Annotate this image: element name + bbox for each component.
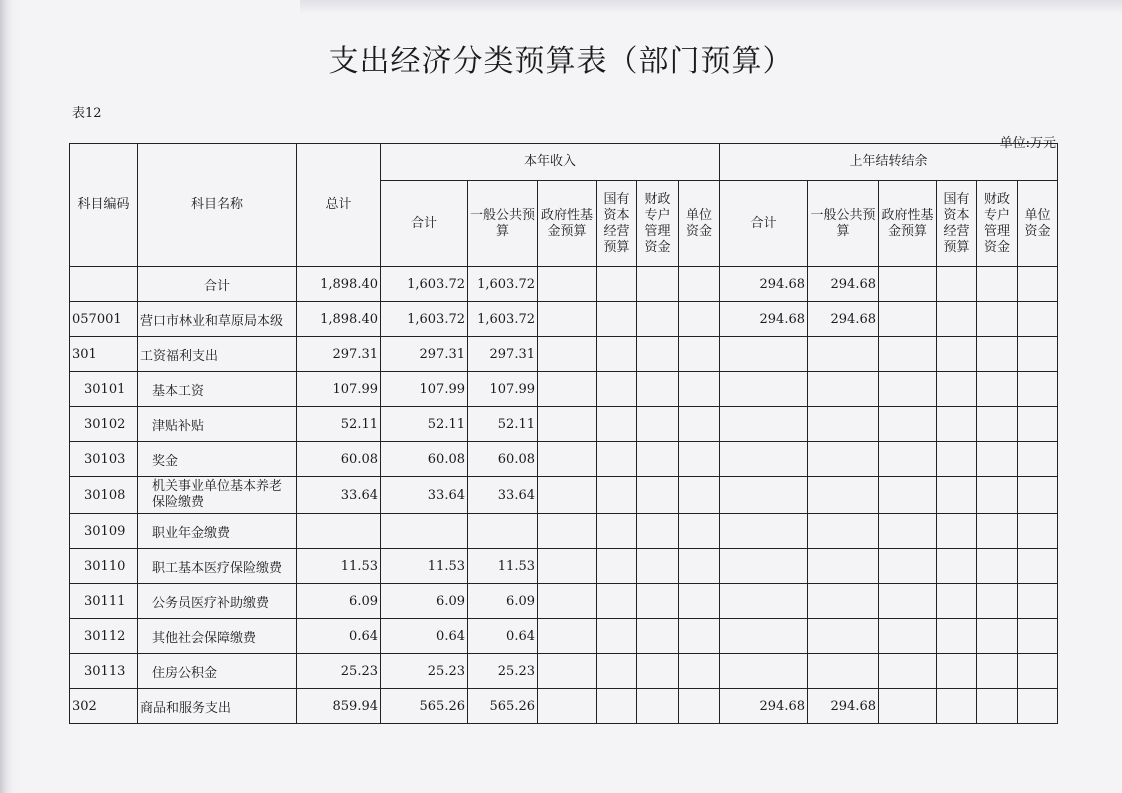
cell-cy-general: 11.53 [468,549,538,584]
cell-empty [637,619,679,654]
cell-empty [937,584,977,619]
cell-empty [1018,267,1058,302]
cell-py-sum [720,337,808,372]
cell-empty [679,584,720,619]
cell-empty [937,302,977,337]
cell-empty [977,302,1018,337]
cell-total: 0.64 [297,619,381,654]
cell-empty [1018,654,1058,689]
cell-empty [538,267,597,302]
cell-empty [538,337,597,372]
cell-empty [597,549,637,584]
cell-empty [637,267,679,302]
cell-empty [879,619,937,654]
cell-empty [597,654,637,689]
cell-code: 30111 [70,584,138,619]
cell-cy-general: 52.11 [468,407,538,442]
cell-empty [637,654,679,689]
cell-py-general [808,442,879,477]
header-current-year: 本年收入 [381,144,720,181]
cell-empty [1018,337,1058,372]
cell-empty [538,549,597,584]
cell-empty [637,584,679,619]
cell-cy-sum: 565.26 [381,689,468,724]
cell-empty [637,477,679,514]
table-row [70,302,1058,337]
cell-cy-sum: 60.08 [381,442,468,477]
cell-name: 机关事业单位基本养老保险缴费 [138,477,297,514]
header-py-fiscal-special: 财政专户管理资金 [977,181,1018,267]
table-row [70,689,1058,724]
cell-py-sum: 294.68 [720,302,808,337]
cell-empty [597,442,637,477]
cell-empty [937,514,977,549]
cell-code: 30112 [70,619,138,654]
cell-total: 859.94 [297,689,381,724]
cell-cy-general: 25.23 [468,654,538,689]
header-cy-fiscal-special: 财政专户管理资金 [637,181,679,267]
cell-empty [679,407,720,442]
cell-total: 6.09 [297,584,381,619]
cell-empty [679,549,720,584]
cell-cy-sum: 297.31 [381,337,468,372]
cell-cy-general: 33.64 [468,477,538,514]
header-py-sum: 合计 [720,181,808,267]
cell-empty [679,442,720,477]
header-cy-state-capital: 国有资本经营预算 [597,181,637,267]
cell-empty [597,337,637,372]
cell-empty [879,442,937,477]
cell-py-sum: 294.68 [720,689,808,724]
cell-cy-general [468,514,538,549]
cell-empty [1018,689,1058,724]
page-binding-edge [0,0,20,793]
cell-cy-general: 297.31 [468,337,538,372]
table-row [70,372,1058,407]
cell-empty [977,442,1018,477]
cell-empty [597,584,637,619]
cell-empty [538,514,597,549]
cell-empty [538,477,597,514]
cell-name: 津贴补贴 [138,407,297,442]
cell-total: 297.31 [297,337,381,372]
header-py-gov-fund: 政府性基金预算 [879,181,937,267]
cell-cy-general: 6.09 [468,584,538,619]
cell-empty [879,477,937,514]
budget-table [69,143,1058,724]
cell-code: 30103 [70,442,138,477]
cell-empty [879,267,937,302]
cell-empty [977,654,1018,689]
cell-total: 1,898.40 [297,267,381,302]
cell-empty [977,407,1018,442]
cell-empty [977,584,1018,619]
cell-empty [937,689,977,724]
cell-py-general [808,337,879,372]
cell-cy-general: 1,603.72 [468,302,538,337]
cell-empty [879,689,937,724]
table-row [70,584,1058,619]
cell-py-sum [720,549,808,584]
cell-empty [977,514,1018,549]
cell-empty [597,372,637,407]
cell-empty [538,372,597,407]
cell-name: 其他社会保障缴费 [138,619,297,654]
cell-empty [1018,549,1058,584]
header-py-state-capital: 国有资本经营预算 [937,181,977,267]
cell-name: 基本工资 [138,372,297,407]
cell-code [70,267,138,302]
cell-cy-sum: 107.99 [381,372,468,407]
cell-empty [597,302,637,337]
header-cy-gov-fund: 政府性基金预算 [538,181,597,267]
cell-empty [1018,407,1058,442]
cell-code: 30113 [70,654,138,689]
cell-empty [637,372,679,407]
scan-shadow [300,0,1122,14]
cell-py-sum: 294.68 [720,267,808,302]
cell-total: 33.64 [297,477,381,514]
cell-code: 30102 [70,407,138,442]
cell-empty [879,372,937,407]
cell-cy-sum: 33.64 [381,477,468,514]
table-row [70,337,1058,372]
cell-cy-sum: 11.53 [381,549,468,584]
cell-py-sum [720,372,808,407]
cell-empty [679,619,720,654]
cell-py-general [808,372,879,407]
cell-empty [977,619,1018,654]
header-py-unit-funds: 单位资金 [1018,181,1058,267]
cell-cy-general: 107.99 [468,372,538,407]
cell-cy-sum: 52.11 [381,407,468,442]
cell-total: 107.99 [297,372,381,407]
cell-empty [597,514,637,549]
cell-py-sum [720,407,808,442]
cell-empty [637,337,679,372]
header-code: 科目编码 [70,144,138,267]
cell-empty [597,477,637,514]
cell-cy-sum: 6.09 [381,584,468,619]
cell-total: 25.23 [297,654,381,689]
cell-empty [977,372,1018,407]
cell-empty [538,407,597,442]
cell-name: 公务员医疗补助缴费 [138,584,297,619]
cell-empty [937,654,977,689]
cell-cy-general: 0.64 [468,619,538,654]
cell-py-general: 294.68 [808,267,879,302]
table-row [70,549,1058,584]
cell-empty [1018,514,1058,549]
cell-cy-sum: 25.23 [381,654,468,689]
cell-empty [879,302,937,337]
cell-empty [937,619,977,654]
cell-code: 30101 [70,372,138,407]
cell-empty [597,689,637,724]
cell-py-general [808,514,879,549]
table-row [70,619,1058,654]
table-row [70,442,1058,477]
cell-py-general [808,477,879,514]
cell-cy-sum: 1,603.72 [381,267,468,302]
cell-cy-sum [381,514,468,549]
cell-py-sum [720,654,808,689]
header-cy-sum: 合计 [381,181,468,267]
cell-empty [538,302,597,337]
cell-empty [597,267,637,302]
cell-empty [937,549,977,584]
cell-empty [977,689,1018,724]
cell-empty [679,514,720,549]
cell-name: 奖金 [138,442,297,477]
cell-py-sum [720,619,808,654]
cell-code: 301 [70,337,138,372]
cell-py-general: 294.68 [808,302,879,337]
unit-label: 单位:万元 [999,136,1056,151]
header-cy-unit-funds: 单位资金 [679,181,720,267]
cell-total: 60.08 [297,442,381,477]
cell-empty [879,549,937,584]
cell-name: 住房公积金 [138,654,297,689]
cell-empty [977,549,1018,584]
cell-py-general [808,584,879,619]
cell-empty [679,302,720,337]
cell-py-sum [720,442,808,477]
cell-empty [937,477,977,514]
cell-empty [937,372,977,407]
cell-empty [879,337,937,372]
cell-py-sum [720,514,808,549]
cell-empty [1018,442,1058,477]
cell-empty [977,477,1018,514]
cell-empty [637,407,679,442]
cell-total: 11.53 [297,549,381,584]
cell-empty [937,407,977,442]
cell-code: 30108 [70,477,138,514]
cell-empty [538,689,597,724]
table-row [70,407,1058,442]
table-row [70,477,1058,514]
cell-code: 30109 [70,514,138,549]
cell-empty [597,619,637,654]
cell-empty [538,654,597,689]
cell-empty [1018,584,1058,619]
page-title: 支出经济分类预算表（部门预算） [328,44,794,79]
cell-empty [538,584,597,619]
cell-cy-sum: 0.64 [381,619,468,654]
cell-py-general: 294.68 [808,689,879,724]
cell-empty [937,442,977,477]
header-name: 科目名称 [138,144,297,267]
table-row [70,654,1058,689]
cell-empty [538,442,597,477]
cell-total [297,514,381,549]
cell-cy-general: 1,603.72 [468,267,538,302]
cell-py-general [808,654,879,689]
header-cy-general: 一般公共预算 [468,181,538,267]
cell-name: 职工基本医疗保险缴费 [138,549,297,584]
cell-empty [637,442,679,477]
cell-empty [637,302,679,337]
cell-py-general [808,407,879,442]
cell-code: 30110 [70,549,138,584]
cell-empty [679,654,720,689]
table-row [70,514,1058,549]
header-prior-year: 上年结转结余 [720,144,1058,181]
cell-empty [637,514,679,549]
cell-cy-general: 565.26 [468,689,538,724]
cell-cy-general: 60.08 [468,442,538,477]
cell-empty [1018,302,1058,337]
cell-empty [879,514,937,549]
cell-empty [879,584,937,619]
cell-py-sum [720,477,808,514]
cell-cy-sum: 1,603.72 [381,302,468,337]
cell-code: 057001 [70,302,138,337]
cell-empty [679,689,720,724]
cell-py-general [808,549,879,584]
cell-py-sum [720,584,808,619]
cell-empty [879,654,937,689]
cell-empty [637,689,679,724]
cell-empty [637,549,679,584]
cell-empty [538,619,597,654]
cell-empty [597,407,637,442]
cell-empty [1018,372,1058,407]
cell-empty [977,267,1018,302]
table-row [70,267,1058,302]
table-number: 表12 [72,106,102,121]
cell-name: 工资福利支出 [138,337,297,372]
header-total: 总计 [297,144,381,267]
cell-empty [679,337,720,372]
cell-name: 合计 [138,267,297,302]
header-py-general: 一般公共预算 [808,181,879,267]
cell-py-general [808,619,879,654]
cell-empty [879,407,937,442]
cell-total: 1,898.40 [297,302,381,337]
cell-empty [937,267,977,302]
cell-empty [1018,619,1058,654]
cell-name: 职业年金缴费 [138,514,297,549]
cell-name: 营口市林业和草原局本级 [138,302,297,337]
cell-name: 商品和服务支出 [138,689,297,724]
cell-total: 52.11 [297,407,381,442]
cell-empty [937,337,977,372]
cell-empty [679,372,720,407]
cell-empty [977,337,1018,372]
cell-code: 302 [70,689,138,724]
cell-empty [679,477,720,514]
cell-empty [679,267,720,302]
cell-empty [1018,477,1058,514]
